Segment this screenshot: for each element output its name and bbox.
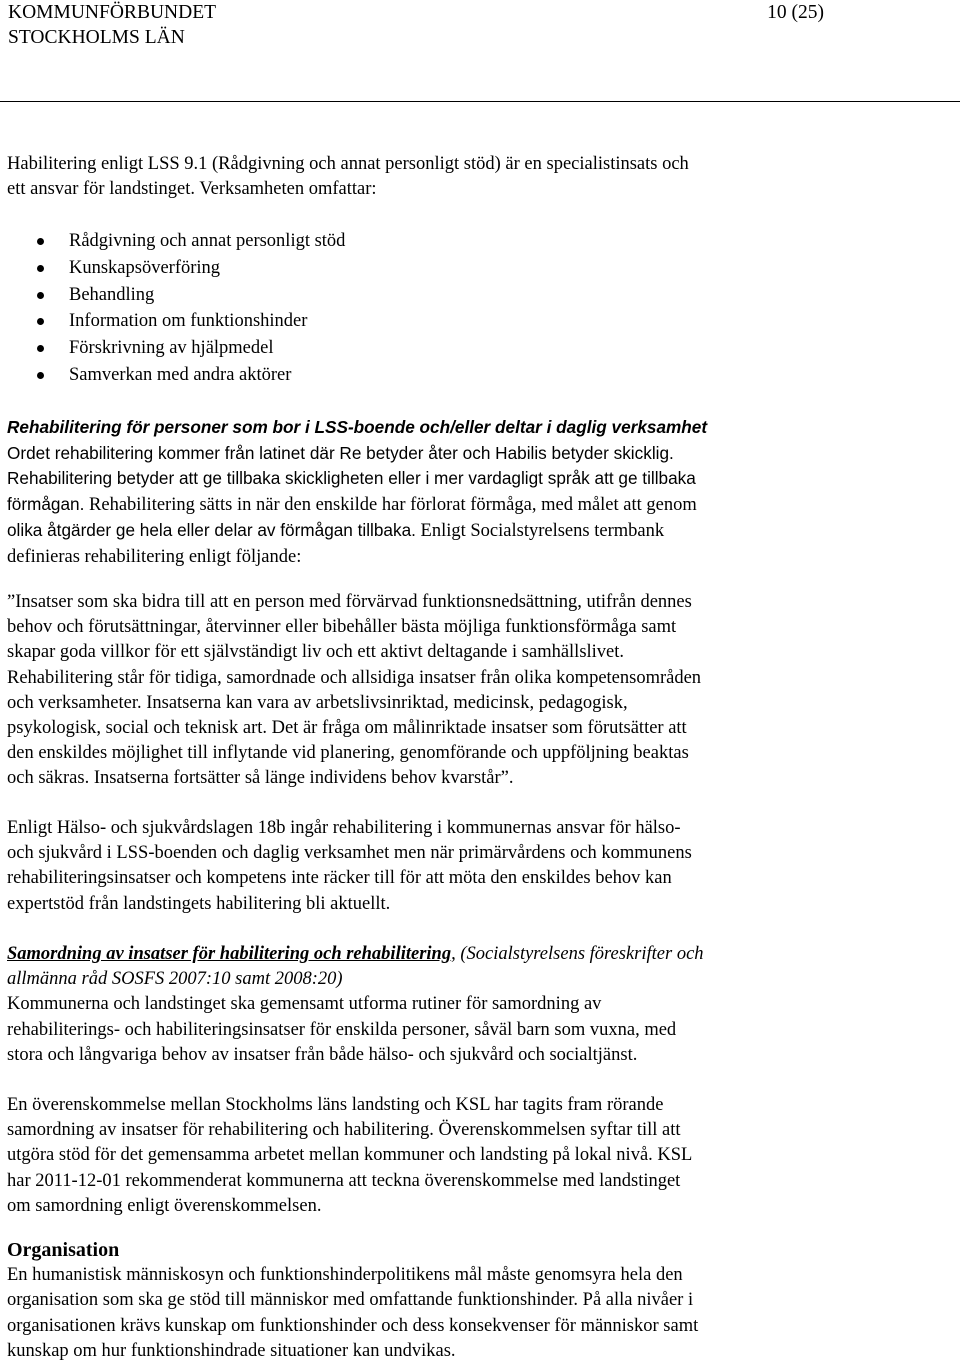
rehab-section <box>7 415 952 570</box>
quote-line: och säkras. Insatserna fortsätter så länge individens behov kvarstår”. <box>7 768 514 789</box>
intro-line: Habilitering enligt LSS 9.1 (Rådgivning och annat personligt stöd) är en specialistinsats och <box>7 154 689 174</box>
samordning-line: stora och långvariga behov av insatser från både hälso- och sjukvård och socialtjänst. <box>7 1044 638 1065</box>
bullet-icon <box>37 265 44 272</box>
quote-line: psykologisk, social och teknisk art. Det är fråga om målinriktade insatser som förutsätter att <box>7 718 687 739</box>
bullet-icon <box>37 345 44 352</box>
overenskommelse-line: utgöra stöd för det gemensamma arbetet mellan kommuner och landsting på lokal nivå. KSL <box>7 1145 693 1166</box>
page-number: 10 (25) <box>767 2 824 23</box>
list-item-label: Rådgivning och annat personligt stöd <box>69 231 346 251</box>
header-divider <box>0 101 960 102</box>
hsl-paragraph <box>7 816 952 917</box>
definition-quote <box>7 590 952 792</box>
rehab-heading: Rehabilitering för personer som bor i LSS-boende och/eller deltar i daglig verksamhet <box>7 417 708 437</box>
overenskommelse-line: En överenskommelse mellan Stockholms läns landsting och KSL har tagits fram rörande <box>7 1095 664 1115</box>
hsl-line: Enligt Hälso- och sjukvårdslagen 18b ingår rehabilitering i kommunernas ansvar för hälso- <box>7 818 681 838</box>
samordning-heading-ref2: allmänna råd SOSFS 2007:10 samt 2008:20) <box>7 969 343 990</box>
organisation-heading: Organisation <box>7 1239 120 1261</box>
organisation-section <box>7 1238 952 1364</box>
header-org-line1: KOMMUNFÖRBUNDET <box>8 2 217 23</box>
rehab-text-serif: Rehabilitering sätts in när den enskilde har förlorat förmåga, med målet att genom <box>84 494 697 515</box>
list-item <box>7 228 952 255</box>
organisation-line: organisationen krävs kunskap om funktionshinder och dess konsekvenser för människor samt <box>7 1315 699 1336</box>
quote-line: ”Insatser som ska bidra till att en person med förvärvad funktionsnedsättning, utifrån dennes <box>7 592 692 612</box>
bullet-icon <box>37 372 44 379</box>
quote-line: skapar goda villkor för ett självständigt liv och ett aktivt deltagande i samhällslivet. <box>7 642 625 663</box>
rehab-text-sans: förmågan. <box>7 493 85 514</box>
quote-line: Rehabilitering står för tidiga, samordnade och allsidiga insatser från olika kompetensområden <box>7 667 702 688</box>
samordning-heading <box>7 942 952 967</box>
hsl-line: och sjukvård i LSS-boenden och daglig verksamhet men när primärvårdens och kommunens <box>7 843 692 864</box>
list-item-label: Kunskapsöverföring <box>69 257 221 278</box>
samordning-heading-ref: , (Socialstyrelsens föreskrifter och <box>451 944 704 964</box>
list-item <box>7 362 952 389</box>
list-item-label: Information om funktionshinder <box>69 311 308 332</box>
samordning-section <box>7 942 952 1068</box>
samordning-heading-title: Samordning av insatser för habilitering och rehabilitering <box>7 944 452 964</box>
overenskommelse-line: om samordning enligt överenskommelsen. <box>7 1195 322 1216</box>
list-item <box>7 255 952 282</box>
bullet-icon <box>37 292 44 299</box>
list-item <box>7 335 952 362</box>
organisation-line: kunskap om hur funktionshindrade situationer kan undvikas. <box>7 1340 456 1361</box>
list-item-label: Samverkan med andra aktörer <box>69 364 292 385</box>
rehab-text-serif: Enligt Socialstyrelsens termbank <box>415 521 665 541</box>
header-org-line2: STOCKHOLMS LÄN <box>8 27 185 48</box>
rehab-line: Rehabilitering betyder att ge tillbaka skickligheten eller i mer vardagligt språk att ge tillbaka <box>7 468 696 488</box>
intro-paragraph <box>7 152 952 202</box>
rehab-line: Ordet rehabilitering kommer från latinet där Re betyder åter och Habilis betyder skicklig. <box>7 442 674 463</box>
organisation-line: organisation som ska ge stöd till människor med omfattande funktionshinder. På alla nivåer i <box>7 1290 694 1311</box>
hsl-line: expertstöd från landstingets habilitering bli aktuellt. <box>7 893 391 914</box>
hsl-line: rehabiliteringsinsatser och kompetens inte räcker till för att möta den enskildes behov kan <box>7 868 672 889</box>
overenskommelse-paragraph <box>7 1093 952 1219</box>
list-item <box>7 282 952 309</box>
quote-line: behov och förutsättningar, återvinner eller bibehåller bästa möjliga funktionsförmåga samt <box>7 617 677 638</box>
rehab-line: definieras rehabilitering enligt följande: <box>7 546 302 567</box>
bullet-icon <box>37 238 44 245</box>
organisation-line: En humanistisk människosyn och funktionshinderpolitikens mål måste genomsyra hela den <box>7 1265 683 1286</box>
quote-line: den enskildes möjlighet till inflytande vid planering, genomförande och uppföljning beaktas <box>7 743 689 764</box>
rehab-text-sans: olika åtgärder ge hela eller delar av förmågan tillbaka. <box>7 520 416 540</box>
list-item <box>7 308 952 335</box>
samordning-line: Kommunerna och landstinget ska gemensamt utforma rutiner för samordning av <box>7 994 602 1015</box>
samordning-line: rehabiliterings- och habiliteringsinsatser för enskilda personer, såväl barn som vuxna, med <box>7 1019 677 1040</box>
intro-line: ett ansvar för landstinget. Verksamheten omfattar: <box>7 179 377 200</box>
quote-line: och verksamheter. Insatserna kan vara av arbetslivsinriktad, medicinsk, pedagogisk, <box>7 692 628 713</box>
list-item-label: Förskrivning av hjälpmedel <box>69 338 274 359</box>
services-list <box>7 228 952 389</box>
overenskommelse-line: samordning av insatser för rehabilitering och habilitering. Överenskommelsen syftar till att <box>7 1120 681 1141</box>
bullet-icon <box>37 318 44 325</box>
overenskommelse-line: har 2011-12-01 rekommenderat kommunerna att teckna överenskommelse med landstinget <box>7 1170 681 1191</box>
list-item-label: Behandling <box>69 284 155 305</box>
rehab-line <box>7 492 952 519</box>
rehab-line <box>7 518 952 545</box>
header-organisation <box>8 0 216 50</box>
